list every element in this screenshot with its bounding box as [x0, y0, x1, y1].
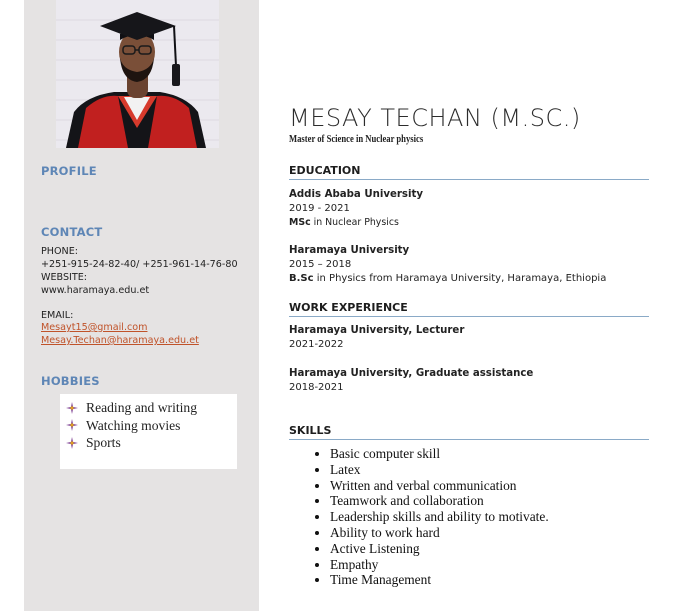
- star-bullet-icon: [66, 437, 78, 449]
- skill-item: • Ability to work hard: [330, 525, 549, 541]
- skill-item: • Time Management: [330, 572, 549, 588]
- phone-value: +251-915-24-82-40/ +251-961-14-76-80: [41, 259, 238, 270]
- work-years: 2018-2021: [289, 382, 344, 393]
- skill-item: • Leadership skills and ability to motivate.: [330, 509, 549, 525]
- hobbies-list: [60, 394, 237, 469]
- email-label: EMAIL:: [41, 310, 74, 321]
- work-experience-heading: WORK EXPERIENCE: [289, 301, 649, 317]
- education-heading: EDUCATION: [289, 164, 649, 180]
- hobby-label: Reading and writing: [86, 400, 197, 415]
- skill-item: • Latex: [330, 462, 549, 478]
- hobby-item: [66, 417, 237, 435]
- hobbies-heading: HOBBIES: [41, 374, 100, 388]
- star-bullet-icon: [66, 402, 78, 414]
- education-detail: in Physics from Haramaya University, Haramaya, Ethiopia: [313, 273, 607, 284]
- hobby-label: Sports: [86, 435, 121, 450]
- education-degree-line: [289, 273, 606, 284]
- education-degree: MSc: [289, 217, 311, 228]
- hobby-label: Watching movies: [86, 417, 181, 433]
- profile-heading: PROFILE: [41, 164, 97, 178]
- education-institution: Haramaya University: [289, 245, 410, 256]
- skill-item: • Basic computer skill: [330, 446, 549, 462]
- hobby-item: [66, 399, 237, 417]
- education-years: 2015 – 2018: [289, 259, 352, 270]
- phone-label: PHONE:: [41, 246, 79, 257]
- email-link-haramaya[interactable]: Mesay.Techan@haramaya.edu.et: [41, 335, 199, 346]
- website-label: WEBSITE:: [41, 272, 88, 283]
- skills-list: [310, 446, 549, 588]
- website-value: www.haramaya.edu.et: [41, 285, 150, 296]
- work-title: Haramaya University, Lecturer: [289, 325, 465, 336]
- candidate-name: MESAY TECHAN (M.SC.): [289, 104, 581, 132]
- profile-photo: [56, 0, 219, 148]
- candidate-subtitle: Master of Science in Nuclear physics: [289, 134, 424, 145]
- contact-heading: CONTACT: [41, 225, 103, 239]
- education-degree: B.Sc: [289, 273, 314, 284]
- education-institution: Addis Ababa University: [289, 189, 423, 200]
- education-years: 2019 - 2021: [289, 203, 350, 214]
- email-link-gmail[interactable]: Mesayt15@gmail.com: [41, 322, 148, 333]
- work-years: 2021-2022: [289, 339, 344, 350]
- work-title: Haramaya University, Graduate assistance: [289, 368, 534, 379]
- skill-item: • Teamwork and collaboration: [330, 493, 549, 509]
- hobby-item: [66, 434, 237, 452]
- skills-heading: SKILLS: [289, 424, 649, 440]
- graduate-portrait-image: [56, 0, 219, 148]
- education-detail: in Nuclear Physics: [310, 217, 399, 228]
- skill-item: • Empathy: [330, 557, 549, 573]
- education-degree-line: [289, 217, 399, 228]
- skill-item: • Written and verbal communication: [330, 478, 549, 494]
- star-bullet-icon: [66, 419, 78, 431]
- skill-item: • Active Listening: [330, 541, 549, 557]
